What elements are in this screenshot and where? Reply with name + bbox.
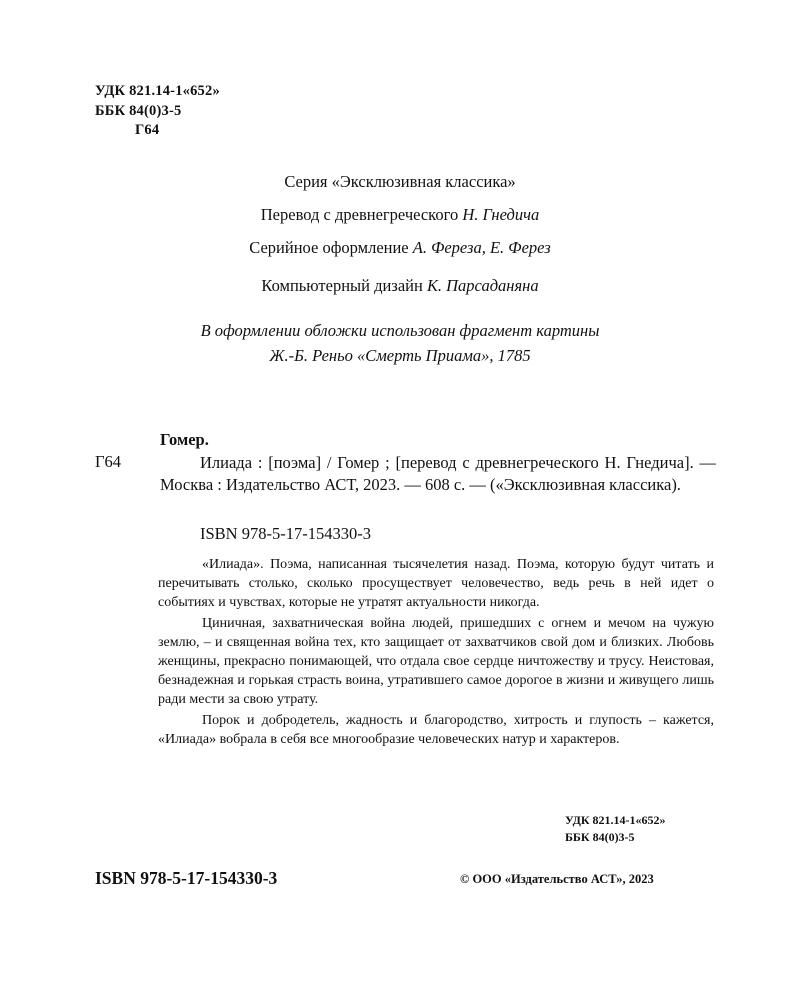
translation-prefix: Перевод с древнегреческого	[260, 205, 459, 224]
annotation-paragraph-1: «Илиада». Поэма, написанная тысячелетия назад. Поэма, которую будут читать и перечитывать столько, сколько просуществует человечество, ведь речь в ней идет о событиях и чувствах, которые не утратят актуальности никогда.	[158, 557, 714, 610]
annotation-paragraph-3: Порок и добродетель, жадность и благородство, хитрость и глупость – кажется, «Илиада» вобрала в себя все многообразие человеческих натур и характеров.	[158, 713, 714, 747]
catalog-codes-right	[565, 812, 666, 845]
author-mark: Г64	[135, 122, 160, 138]
translation-line	[0, 205, 800, 225]
isbn-line: ISBN 978-5-17-154330-3	[200, 524, 371, 543]
copyright-notice: © ООО «Издательство АСТ», 2023	[460, 872, 654, 886]
designer-names: А. Фереза, Е. Ферез	[412, 238, 551, 257]
cover-note-line-2: Ж.-Б. Реньо «Смерть Приама», 1785	[269, 346, 531, 365]
cover-note	[0, 318, 800, 368]
series-design-line	[0, 238, 800, 258]
computer-design-line	[0, 276, 800, 296]
design-prefix: Серийное оформление	[249, 238, 409, 257]
bib-author-mark: Г64	[95, 452, 122, 471]
udk-code: УДК 821.14-1«652»	[95, 83, 220, 99]
cover-note-line-1: В оформлении обложки использован фрагмент картины	[200, 321, 600, 340]
translator-name: Н. Гнедича	[462, 205, 540, 224]
computer-designer-name: К. Парсаданяна	[426, 276, 539, 295]
annotation	[158, 555, 714, 751]
isbn-footer: ISBN 978-5-17-154330-3	[95, 868, 278, 888]
bbk-code: ББК 84(0)3-5	[95, 102, 182, 119]
annotation-paragraph-2: Циничная, захватническая война людей, пришедших с огнем и мечом на чужую землю, – и священная война тех, кто защищает от захватчиков свой дом и близких. Любовь женщины, прекрасно понимающей, что отдала свое сердце ничтожеству и трусу. Неистовая, безнадежная и горькая страсть воина, утратившего самое дорогое в жизни и живущего лишь ради мести за свою утрату.	[158, 616, 714, 707]
bbk-code-right: ББК 84(0)3-5	[565, 829, 635, 844]
udk-code-right: УДК 821.14-1«652»	[565, 813, 666, 827]
series-line: Серия «Эксклюзивная классика»	[284, 172, 516, 191]
catalog-codes-top	[95, 82, 220, 141]
computer-prefix: Компьютерный дизайн	[261, 276, 423, 295]
bib-description-text: Илиада : [поэма] / Гомер ; [перевод с древнегреческого Н. Гнедича]. — Москва : Издательство АСТ, 2023. — 608 с. — («Эксклюзивная классика).	[160, 453, 716, 494]
author-heading: Гомер.	[160, 430, 209, 449]
bibliographic-description	[160, 452, 716, 495]
